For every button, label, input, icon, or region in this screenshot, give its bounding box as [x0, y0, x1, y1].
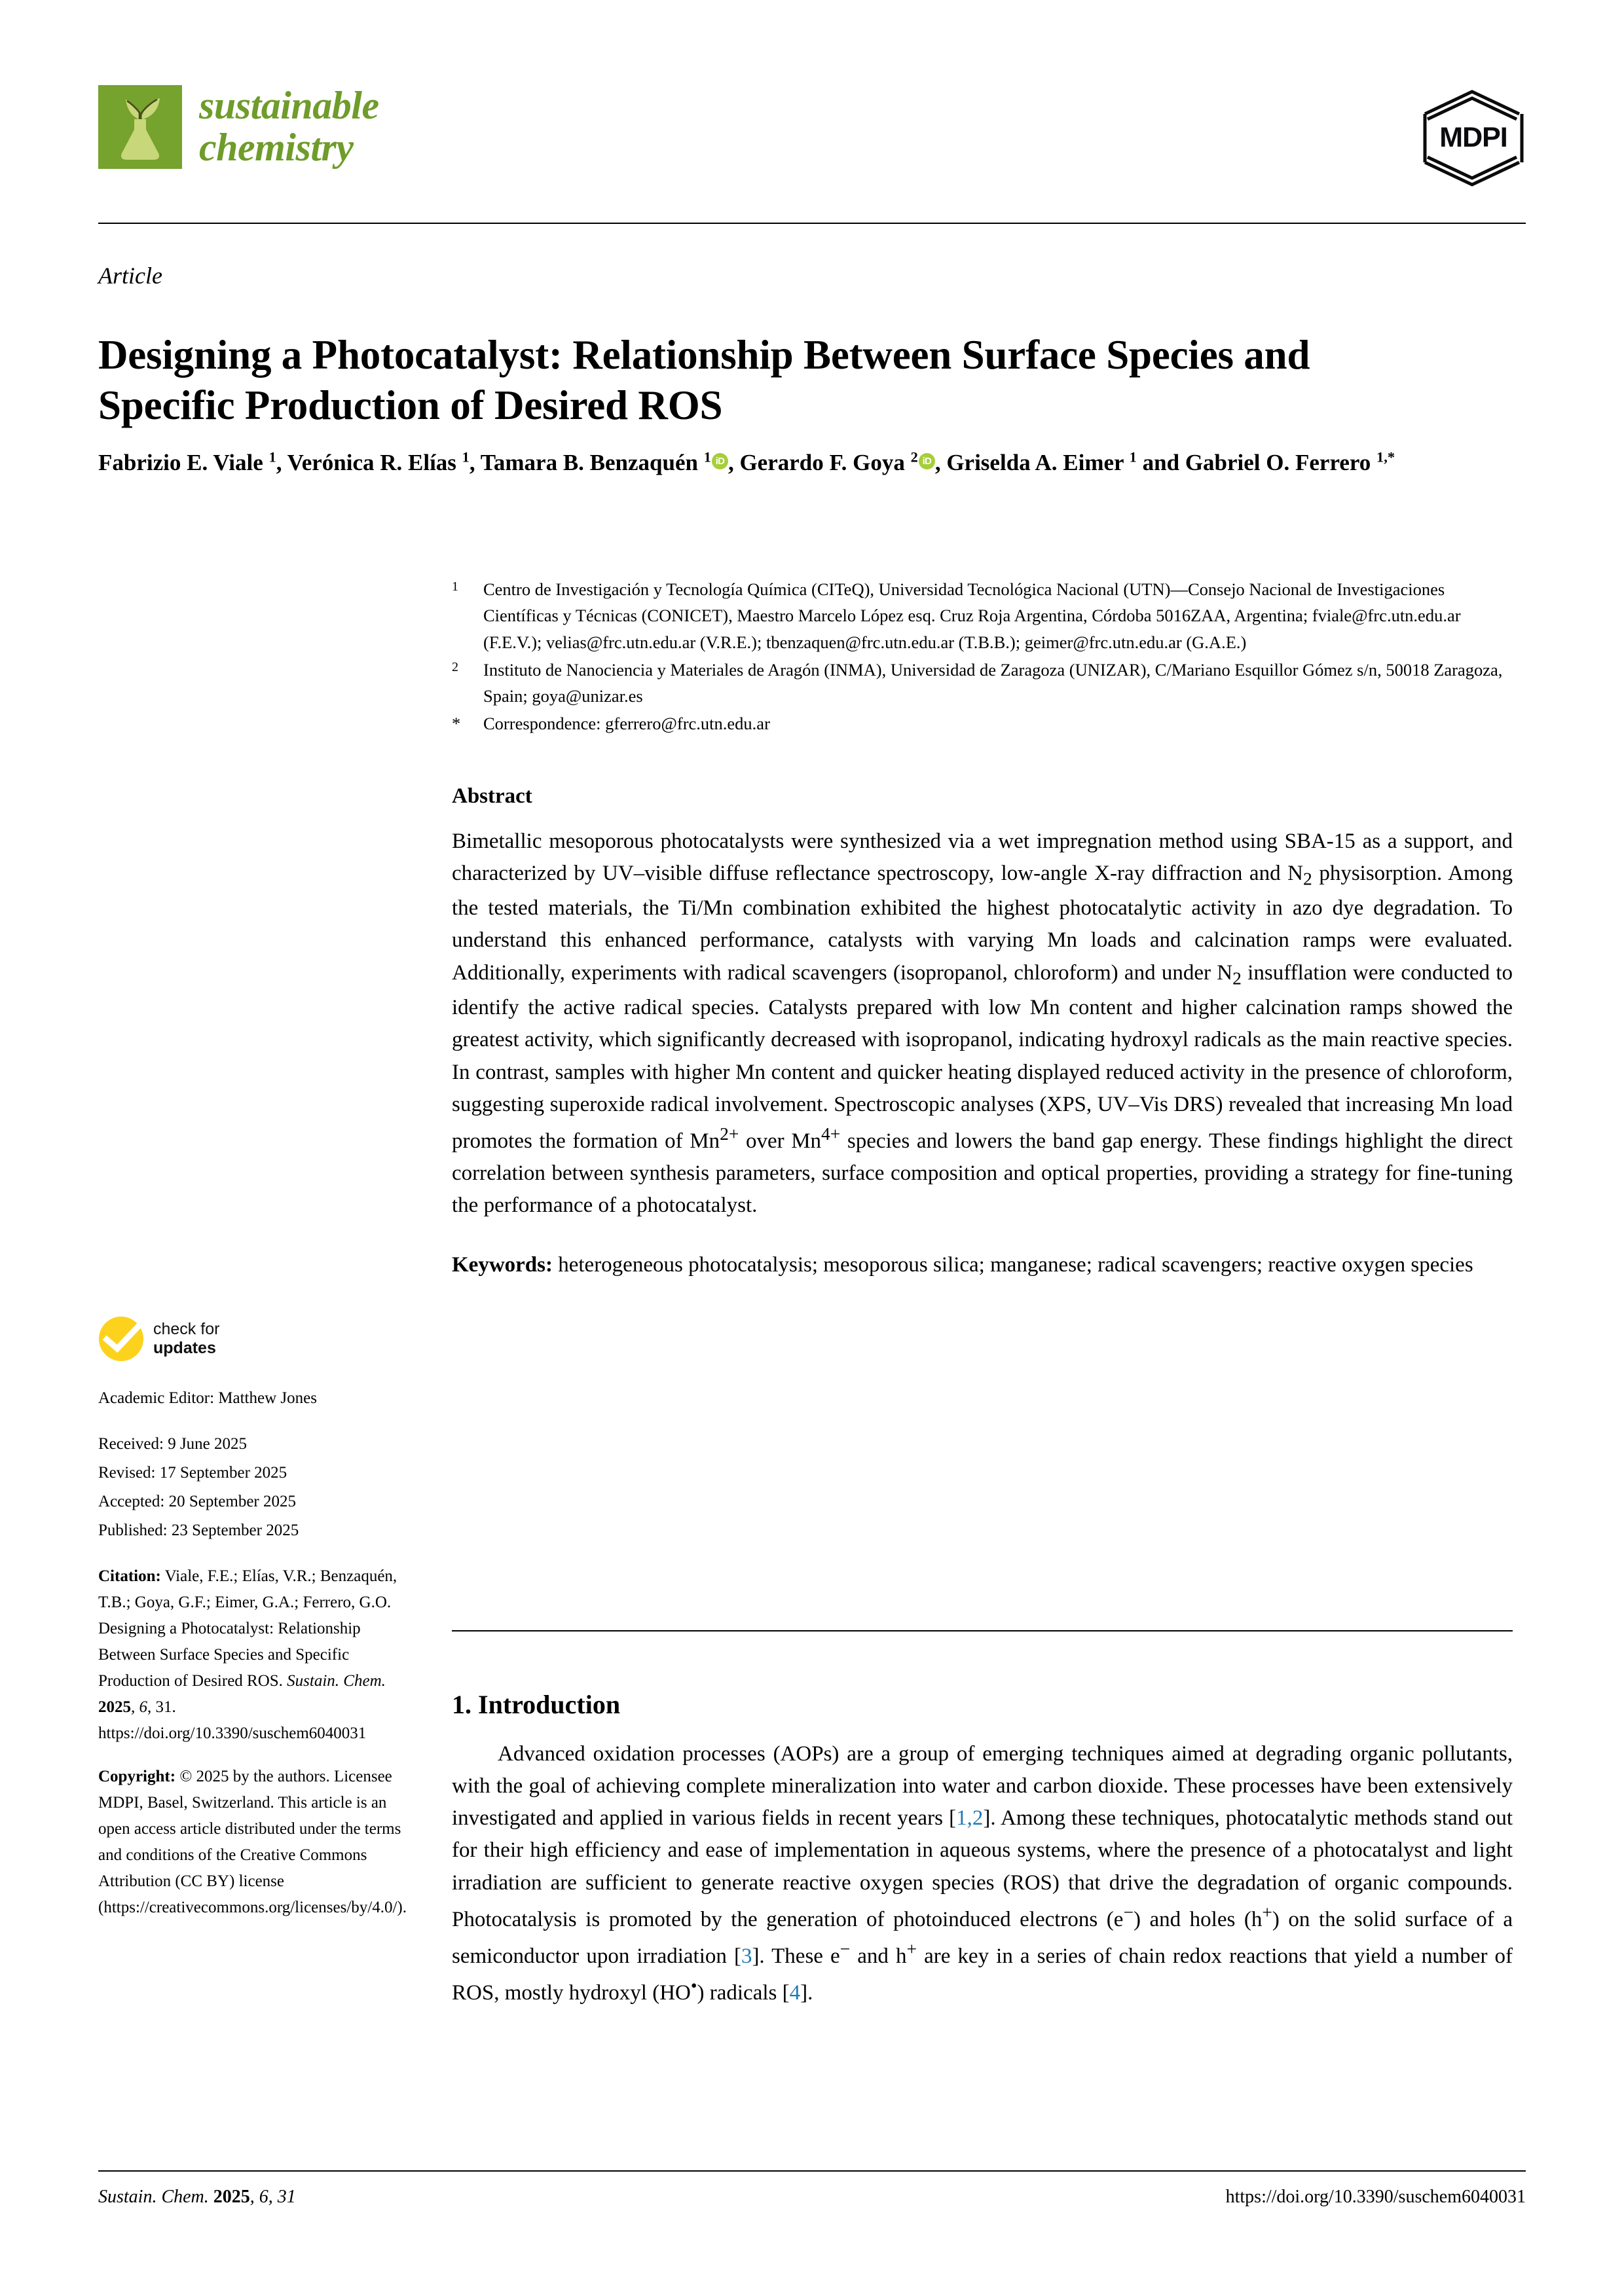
citation-volume: , 6 — [131, 1698, 147, 1716]
superscript: + — [906, 1938, 917, 1959]
received-date: Received: 9 June 2025 — [98, 1435, 248, 1453]
check-updates-line2: updates — [153, 1339, 216, 1357]
spacer — [98, 1747, 406, 1764]
spacer — [98, 1546, 406, 1563]
affiliation-mark: * — [452, 714, 461, 734]
citation-ref-3[interactable]: 3 — [741, 1944, 752, 1968]
article-type-label: Article — [98, 263, 162, 289]
keywords-label: Keywords: — [452, 1253, 553, 1277]
orcid-icon[interactable]: iD — [919, 453, 935, 469]
masthead — [98, 85, 1526, 203]
superscript: + — [1262, 1901, 1272, 1922]
flask-plant-svg — [98, 85, 182, 169]
footer-citation — [98, 2187, 296, 2208]
superscript: • — [690, 1975, 697, 1996]
orcid-icon[interactable]: iD — [712, 453, 728, 469]
check-for-updates-text — [153, 1320, 219, 1358]
author-affiliation-mark: 2 — [910, 448, 918, 465]
citation-ref-1-2[interactable]: 1,2 — [956, 1806, 984, 1831]
journal-title — [199, 85, 379, 168]
affiliation-mark: 2 — [452, 659, 458, 674]
footer-year: 2025 — [208, 2187, 250, 2207]
published-date: Published: 23 September 2025 — [98, 1522, 299, 1539]
citation-journal: Sustain. Chem. — [287, 1672, 386, 1690]
abstract-section — [452, 784, 1513, 1282]
author-affiliation-mark: 1 — [462, 448, 470, 465]
subscript: 2 — [1302, 868, 1312, 889]
superscript: − — [1123, 1901, 1134, 1922]
superscript: 2+ — [720, 1123, 739, 1144]
superscript: − — [840, 1938, 851, 1959]
citation-block: Citation: Viale, F.E.; Elías, V.R.; Benzaquén, T.B.; Goya, G.F.; Eimer, G.A.; Ferrero, G.O. Designing a Photocatalyst: Relationship Between Surface Species and Specific Production of Desired ROS. Sustain. Chem. 2025, 6, 31. https://doi.org/10.3390/suschem6040031 — [98, 1567, 397, 1742]
footer-volume-page: , 6, 31 — [249, 2187, 296, 2207]
affiliation-text: Centro de Investigación y Tecnología Química (CITeQ), Universidad Tecnológica Nacional (UTN)—Consejo Nacional de Investigaciones Científicas y Técnicas (CONICET), Maestro Marcelo López esq. Cruz Roja Argentina, Córdoba 5016ZAA, Argentina; fviale@frc.utn.edu.ar (F.E.V.); velias@frc.utn.edu.ar (V.R.E.); tbenzaquen@frc.utn.edu.ar (T.B.B.); geimer@frc.utn.edu.ar (G.A.E.) — [483, 579, 1461, 652]
journal-logo[interactable] — [98, 85, 379, 169]
affiliation-text: Instituto de Nanociencia y Materiales de Aragón (INMA), Universidad de Zaragoza (UNIZAR), C/Mariano Esquillor Gómez s/n, 50018 Zaragoza, Spain; goya@unizar.es — [483, 659, 1503, 706]
journal-title-line2: chemistry — [199, 126, 354, 169]
subscript: 2 — [1232, 968, 1242, 989]
flask-plant-icon — [98, 85, 182, 169]
footer-journal: Sustain. Chem. — [98, 2187, 209, 2207]
section-divider — [452, 1630, 1513, 1631]
author-affiliation-mark: 1 — [1129, 448, 1137, 465]
author-affiliation-mark: 1 — [268, 448, 276, 465]
mdpi-logo[interactable] — [1421, 89, 1526, 187]
mdpi-wordmark: MDPI — [1439, 122, 1507, 153]
affiliation-row — [452, 576, 1513, 655]
main-content — [452, 576, 1513, 1281]
superscript: 4+ — [821, 1123, 841, 1144]
author-affiliation-mark: 1,* — [1376, 448, 1395, 465]
page-title: Designing a Photocatalyst: Relationship Between Surface Species and Specific Production of Desired ROS — [98, 332, 1310, 429]
abstract-text: Bimetallic mesoporous photocatalysts were synthesized via a wet impregnation method using SBA-15 as a support, and characterized by UV–visible diffuse reflectance spectroscopy, low-angle X-ray diffraction and $N_2$ physisorption. Among the tested materials, the Ti/Mn combination exhibited the highest photocatalytic activity in azo dye degradation. To understand this enhanced performance, catalysts with varying Mn loads and calcination ramps were evaluated. Additionally, experiments with radical scavengers (isopropanol, chloroform) and under $N_2$ insufflation were conducted to identify the active radical species. Catalysts prepared with low Mn content and higher calcination ramps showed the greatest activity, which significantly decreased with isopropanol, indicating hydroxyl radicals as the main reactive species. In contrast, samples with higher Mn content and quicker heating displayed reduced activity in the presence of chloroform, suggesting superoxide radical involvement. Spectroscopic analyses (XPS, UV–Vis DRS) revealed that increasing Mn load promotes the formation of $Mn^{2+}$ over $Mn^{4+}$ species and lowers the band gap energy. These findings highlight the direct correlation between synthesis parameters, surface composition and optical properties, providing a strategy for fine-tuning the performance of a photocatalyst. — [452, 829, 1513, 1218]
copyright-block: Copyright: © 2025 by the authors. Licensee MDPI, Basel, Switzerland. This article is an open access article distributed under the terms and conditions of the Creative Commons Attribution (CC BY) license (https://creativecommons.org/licenses/by/4.0/). — [98, 1768, 407, 1916]
footer-doi[interactable]: https://doi.org/10.3390/suschem6040031 — [1225, 2187, 1526, 2207]
accepted-date: Accepted: 20 September 2025 — [98, 1493, 296, 1510]
page-footer — [98, 2187, 1526, 2208]
introduction-heading: 1. Introduction — [452, 1690, 621, 1719]
checkmark-icon — [98, 1316, 144, 1362]
affiliation-row — [452, 657, 1513, 710]
affiliation-list — [452, 576, 1513, 737]
affiliation-text: Correspondence: gferrero@frc.utn.edu.ar — [483, 714, 770, 734]
author-affiliation-mark: 1 — [703, 448, 711, 465]
spacer — [98, 1414, 406, 1431]
journal-title-line1: sustainable — [199, 84, 379, 128]
affiliation-mark: 1 — [452, 579, 458, 594]
introduction-paragraph: Advanced oxidation processes (AOPs) are a group of emerging techniques aimed at degrading organic pollutants, with the goal of achieving complete mineralization into water and carbon dioxide. These processes have been extensively investigated and applied in various fields in recent years [1,2]. Among these techniques, photocatalytic methods stand out for their high efficiency and ease of implementation in aqueous systems, where the presence of a photocatalyst and light irradiation are sufficient to generate reactive oxygen species (ROS) that drive the degradation of organic compounds. Photocatalysis is promoted by the generation of photoinduced electrons (e−) and holes (h+) on the solid surface of a semiconductor upon irradiation [3]. These e− and h+ are key in a series of chain redox reactions that yield a number of ROS, mostly hydroxyl (HO•) radicals [4]. — [452, 1742, 1513, 2005]
affiliation-row — [452, 710, 1513, 737]
footer-divider — [98, 2170, 1526, 2172]
author-list: Fabrizio E. Viale $^1$, Verónica R. Elías $^1$, Tamara B. Benzaquén $^1$ iD , Gerardo F. Goya $^2$ iD , Griselda A. Eimer $^1$ and Gabriel O. Ferrero $^{1,*}$ — [98, 448, 1395, 475]
academic-editor: Academic Editor: Matthew Jones — [98, 1389, 317, 1407]
keywords-line: Keywords: heterogeneous photocatalysis; mesoporous silica; manganese; radical scavengers; reactive oxygen species — [452, 1253, 1473, 1277]
copyright-label: Copyright: — [98, 1768, 176, 1785]
header-divider — [98, 223, 1526, 224]
citation-label: Citation: — [98, 1567, 161, 1585]
check-updates-line1: check for — [153, 1320, 220, 1338]
citation-ref-4[interactable]: 4 — [789, 1981, 801, 2005]
citation-doi[interactable]: https://doi.org/10.3390/suschem6040031 — [98, 1724, 367, 1742]
revised-date: Revised: 17 September 2025 — [98, 1464, 287, 1482]
article-sidebar — [98, 1316, 406, 1921]
abstract-heading: Abstract — [452, 784, 532, 808]
citation-year: 2025 — [98, 1698, 131, 1716]
checkmark-circle-svg — [98, 1316, 144, 1362]
check-for-updates-badge[interactable] — [98, 1316, 406, 1362]
